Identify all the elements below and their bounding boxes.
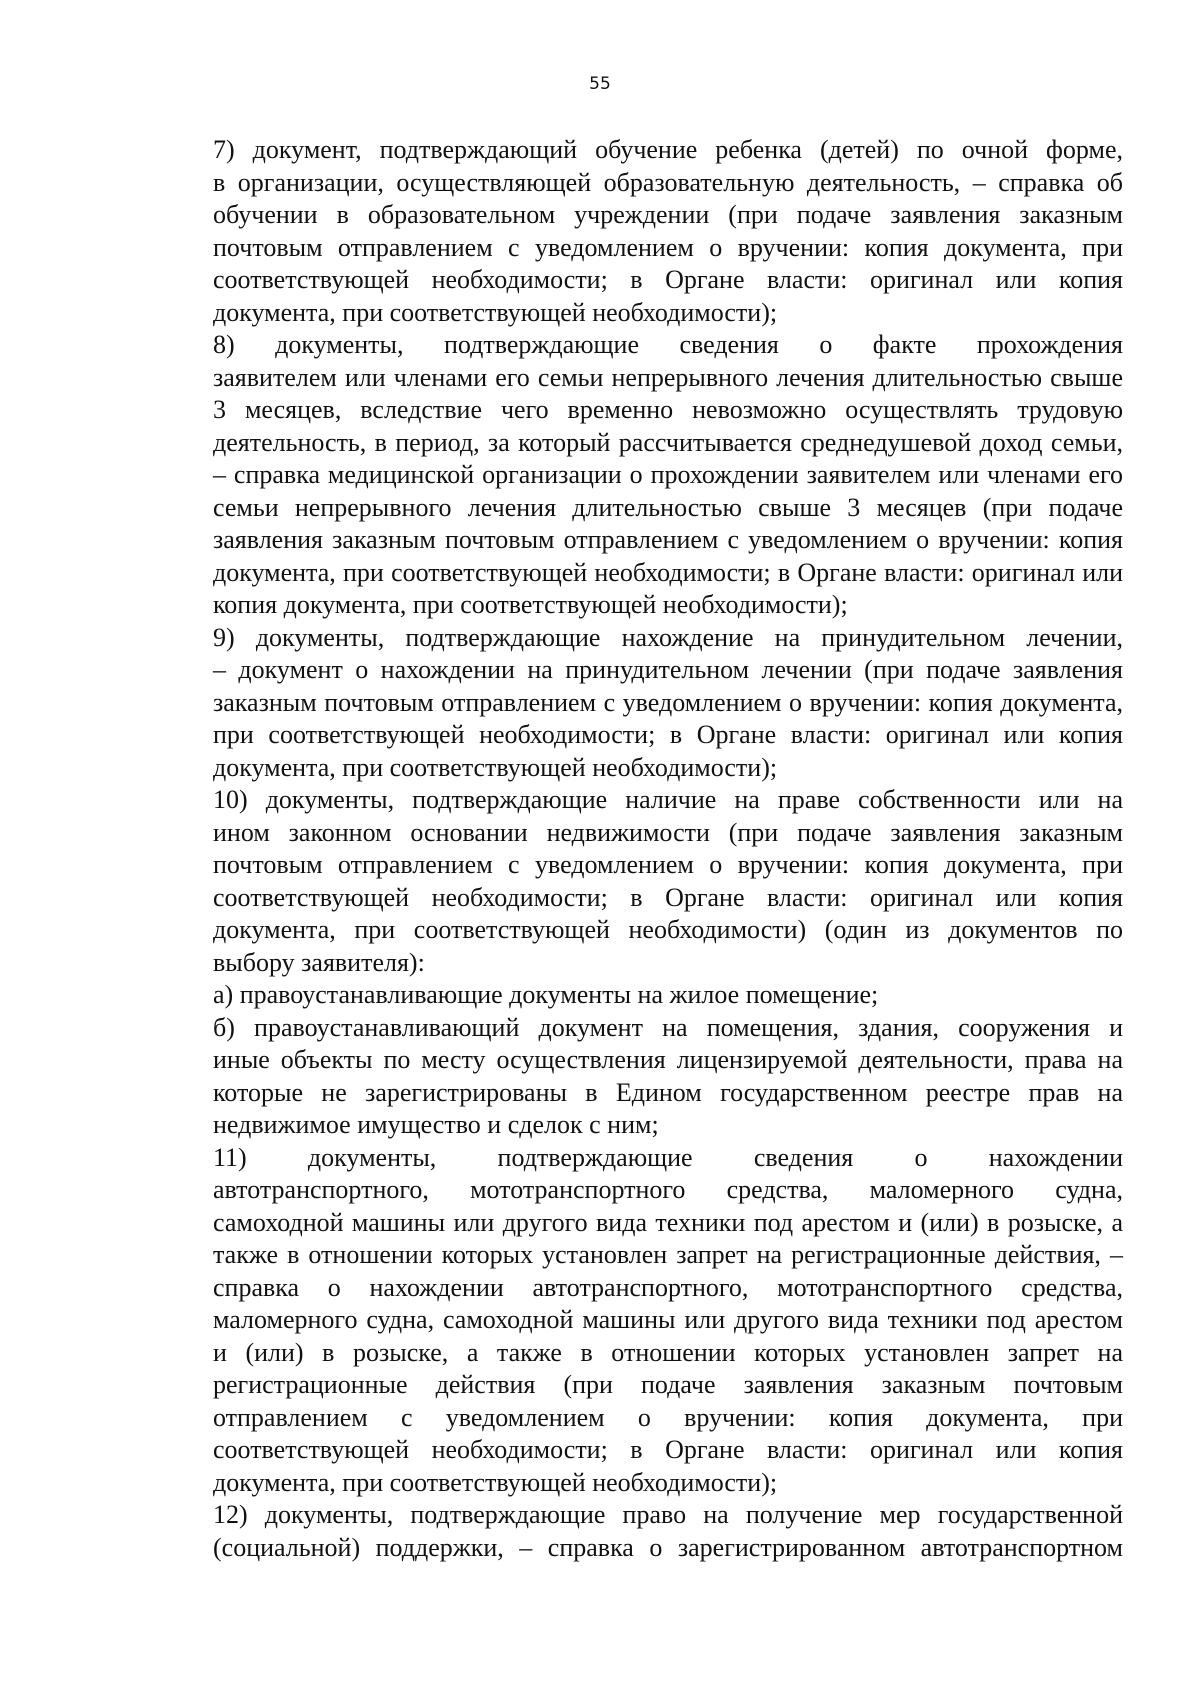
text-line: заявления заказным почтовым отправлением с уведомлением о вручении: копия — [213, 525, 1123, 554]
text-line: почтовым отправлением с уведомлением о вручении: копия документа, при — [213, 850, 1123, 879]
text-line: 10) документы, подтверждающие наличие на праве собственности или на — [213, 785, 1123, 814]
text-line: (социальной) поддержки, – справка о зарегистрированном автотранспортном — [213, 1532, 1123, 1562]
text-line: маломерного судна, самоходной машины или другого вида техники под арестом — [213, 1305, 1123, 1334]
paragraph-item-7 — [144, 134, 1123, 329]
text-line: а) правоустанавливающие документы на жилое помещение; — [213, 980, 879, 1009]
text-line: – документ о нахождении на принудительном лечении (при подаче заявления — [213, 655, 1123, 684]
paragraph-item-9 — [144, 622, 1123, 785]
text-line: ином законном основании недвижимости (при подаче заявления заказным — [213, 817, 1123, 847]
text-line: 7) документ, подтверждающий обучение ребенка (детей) по очной форме, — [213, 135, 1123, 164]
text-line: иные объекты по месту осуществления лицензируемой деятельности, права на — [213, 1045, 1123, 1074]
text-line: документа, при соответствующей необходимости) (один из документов по — [213, 915, 1123, 944]
text-line: 12) документы, подтверждающие право на получение мер государственной — [213, 1500, 1123, 1529]
text-line: которые не зарегистрированы в Едином государственном реестре прав на — [213, 1077, 1123, 1107]
text-line: 8) документы, подтверждающие сведения о факте прохождения — [213, 330, 1123, 359]
text-line: автотранспортного, мототранспортного средства, маломерного судна, — [213, 1175, 1123, 1204]
page-number: 55 — [589, 74, 611, 94]
text-line: документа, при соответствующей необходимости; в Органе власти: оригинал или — [213, 557, 1123, 587]
text-line: и (или) в розыске, а также в отношении которых установлен запрет на — [213, 1337, 1123, 1367]
text-line: выбору заявителя): — [213, 947, 425, 977]
paragraph-item-10 — [144, 784, 1123, 979]
text-line: недвижимое имущество и сделок с ним; — [213, 1110, 659, 1139]
text-line: также в отношении которых установлен запрет на регистрационные действия, – — [213, 1240, 1123, 1269]
text-line: 3 месяцев, вследствие чего временно невозможно осуществлять трудовую — [213, 395, 1123, 424]
text-line: регистрационные действия (при подаче заявления заказным почтовым — [213, 1370, 1123, 1399]
text-line: отправлением с уведомлением о вручении: копия документа, при — [213, 1402, 1123, 1432]
text-line: соответствующей необходимости; в Органе власти: оригинал или копия — [213, 882, 1123, 912]
text-line: 9) документы, подтверждающие нахождение на принудительном лечении, — [213, 622, 1123, 652]
text-line: заказным почтовым отправлением с уведомлением о вручении: копия документа, — [213, 687, 1123, 717]
text-line: при соответствующей необходимости; в Органе власти: оригинал или копия — [213, 720, 1123, 749]
text-line: семьи непрерывного лечения длительностью свыше 3 месяцев (при подаче — [213, 492, 1123, 522]
text-line: соответствующей необходимости; в Органе власти: оригинал или копия — [213, 265, 1123, 294]
paragraph-item-8 — [144, 329, 1123, 622]
text-line: справка о нахождении автотранспортного, мототранспортного средства, — [213, 1272, 1123, 1302]
text-line: обучении в образовательном учреждении (при подаче заявления заказным — [213, 200, 1123, 229]
text-line: заявителем или членами его семьи непрерывного лечения длительностью свыше — [213, 362, 1123, 392]
paragraph-item-10-a — [144, 979, 1123, 1012]
text-line: б) правоустанавливающий документ на помещения, здания, сооружения и — [213, 1012, 1123, 1042]
text-line: – справка медицинской организации о прохождении заявителем или членами его — [213, 460, 1123, 489]
text-line: документа, при соответствующей необходимости); — [213, 1467, 778, 1497]
text-line: в организации, осуществляющей образовательную деятельность, – справка об — [213, 167, 1123, 197]
text-line: документа, при соответствующей необходимости); — [213, 752, 778, 782]
paragraph-item-10-b — [144, 1012, 1123, 1142]
paragraph-item-11 — [144, 1142, 1123, 1500]
text-line: почтовым отправлением с уведомлением о вручении: копия документа, при — [213, 232, 1123, 262]
text-line: 11) документы, подтверждающие сведения о нахождении — [213, 1142, 1123, 1172]
text-line: соответствующей необходимости; в Органе власти: оригинал или копия — [213, 1435, 1123, 1464]
text-line: документа, при соответствующей необходимости); — [213, 297, 778, 327]
text-line: самоходной машины или другого вида техники под арестом и (или) в розыске, а — [213, 1207, 1123, 1237]
text-line: копия документа, при соответствующей необходимости); — [213, 590, 848, 619]
document-body — [144, 134, 1123, 1564]
text-line: деятельность, в период, за который рассчитывается среднедушевой доход семьи, — [213, 427, 1123, 457]
paragraph-item-12 — [144, 1499, 1123, 1564]
